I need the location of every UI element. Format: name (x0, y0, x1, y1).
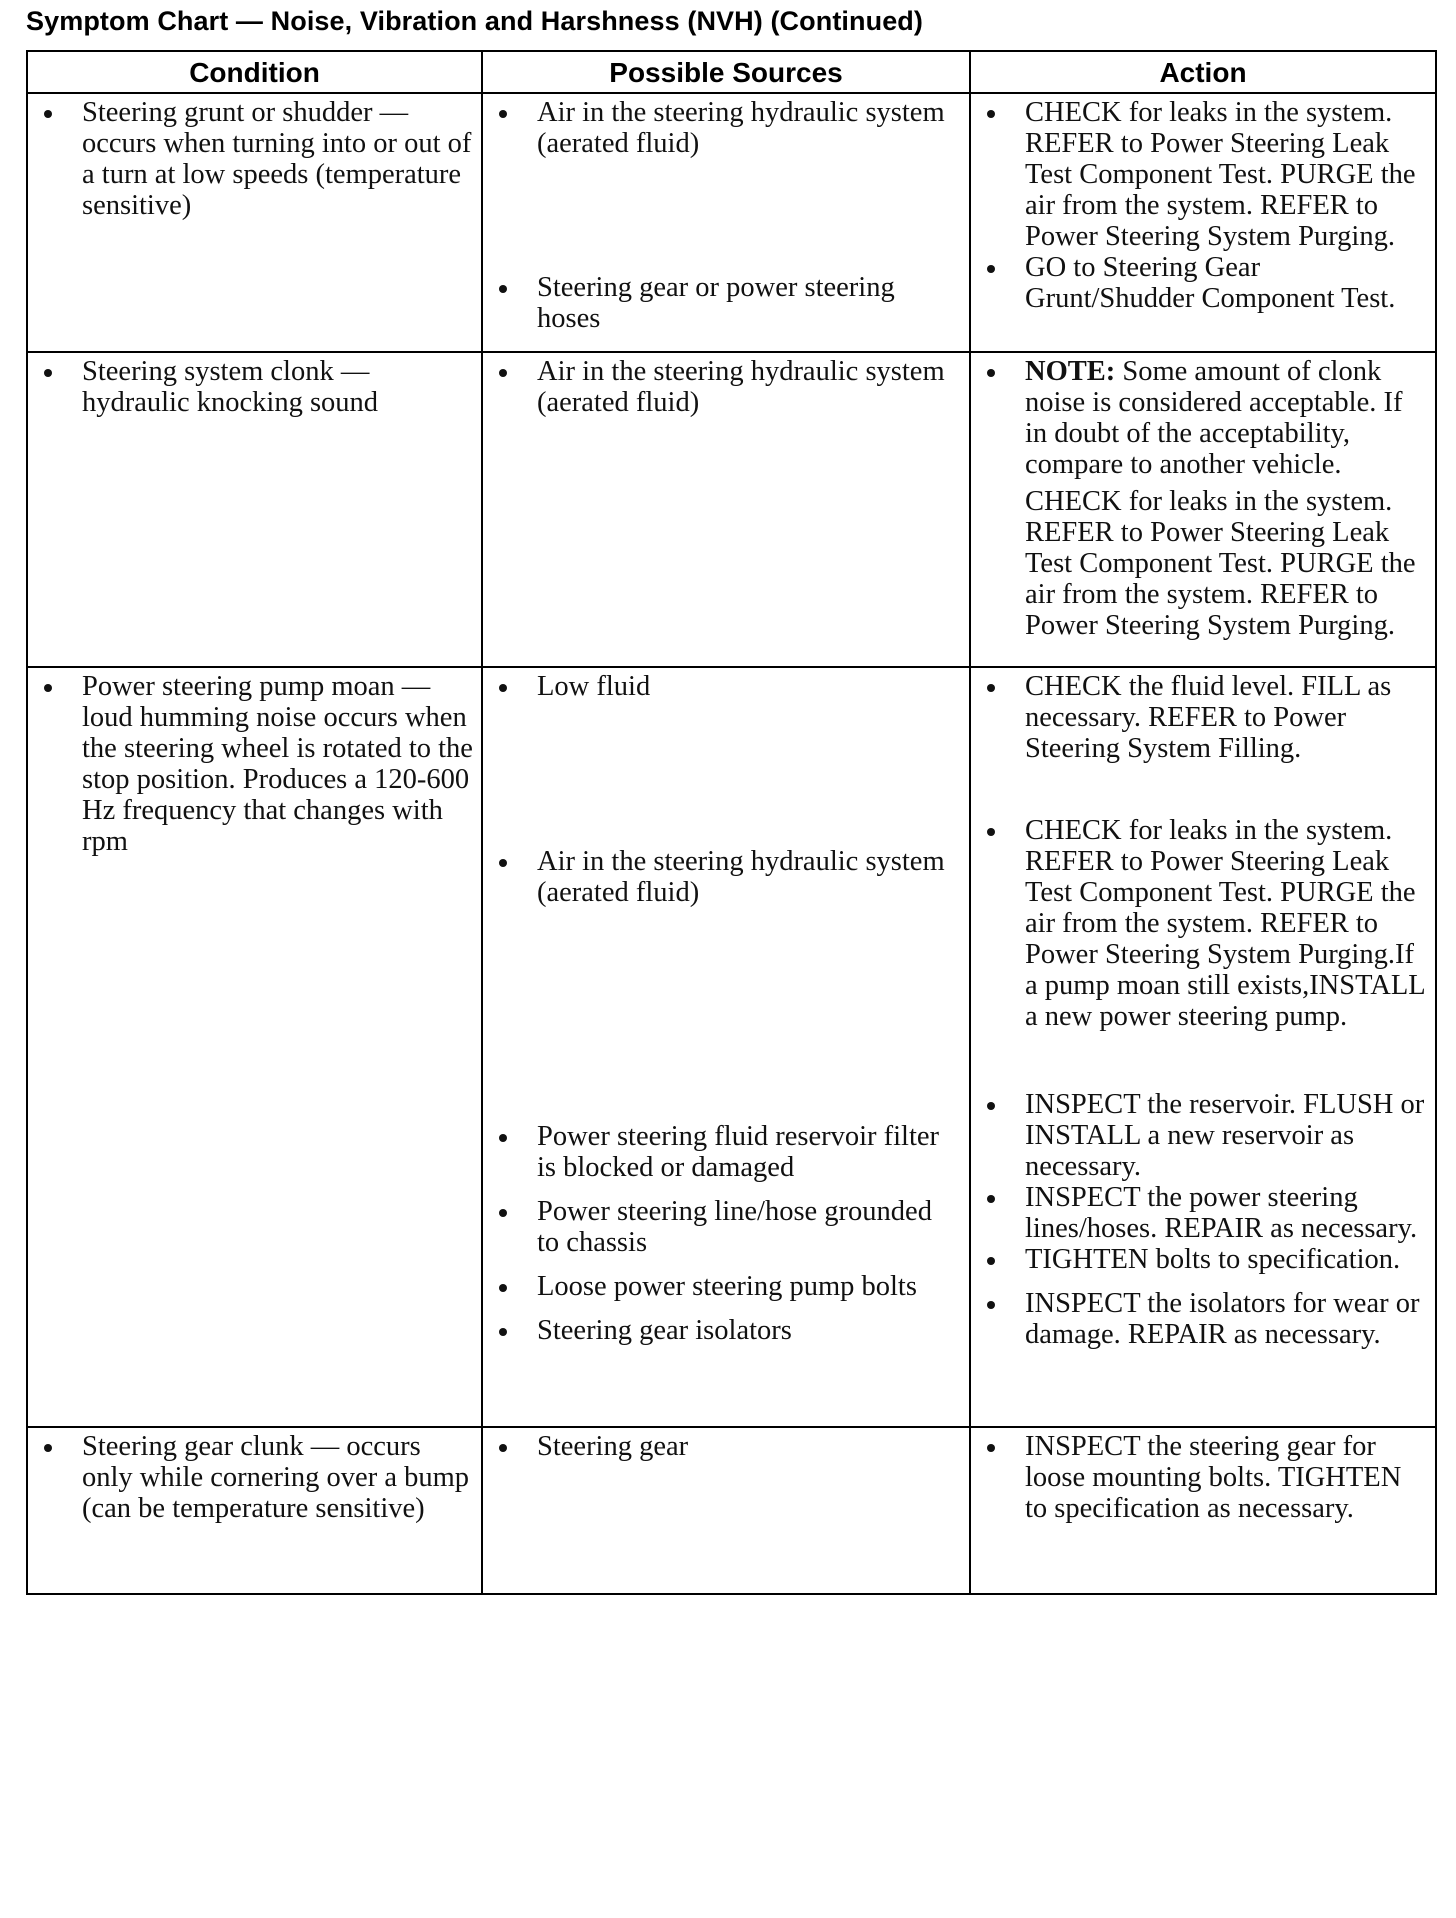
column-header-possible-sources: Possible Sources (482, 51, 970, 93)
note-label: NOTE: (1025, 356, 1116, 387)
bullet-icon (44, 684, 52, 692)
action-item (983, 1431, 1427, 1524)
action-item (983, 97, 1427, 252)
action-text: CHECK for leaks in the system. REFER to Power Steering Leak Test Component Test. PURGE the air from the system. REFER to Power Steering System Purging.If a pump moan still exists,INSTALL a new power steering pump. (1025, 815, 1425, 1032)
symptom-chart-table (26, 50, 1437, 1595)
source-text: Steering gear or power steering hoses (537, 272, 895, 334)
bullet-icon (987, 1444, 995, 1452)
action-text: CHECK for leaks in the system. REFER to Power Steering Leak Test Component Test. PURGE the air from the system. REFER to Power Steering System Purging. (1025, 486, 1416, 641)
note-text: Some amount of clonk noise is considered acceptable. If in doubt of the acceptability, compare to another vehicle. (1025, 356, 1403, 480)
source-item (495, 846, 961, 908)
condition-cell (27, 1427, 482, 1594)
bullet-icon (987, 1257, 995, 1265)
source-item (495, 1271, 961, 1302)
action-item (983, 1089, 1427, 1182)
action-text: CHECK the fluid level. FILL as necessary. REFER to Power Steering System Filling. (1025, 671, 1392, 764)
source-item (495, 1431, 961, 1462)
sources-cell (482, 352, 970, 667)
source-text: Low fluid (537, 671, 651, 702)
action-cell (970, 667, 1436, 1427)
condition-item (40, 1431, 473, 1524)
action-cell (970, 1427, 1436, 1594)
source-text: Air in the steering hydraulic system (aerated fluid) (537, 846, 945, 908)
bullet-icon (499, 1444, 507, 1452)
source-item (495, 97, 961, 159)
bullet-icon (987, 828, 995, 836)
table-row (27, 352, 1436, 667)
bullet-icon (987, 684, 995, 692)
table-header-row (27, 51, 1436, 93)
condition-cell (27, 93, 482, 352)
condition-text: Power steering pump moan — loud humming noise occurs when the steering wheel is rotated to the stop position. Produces a 120-600 Hz frequency that changes with rpm (82, 671, 473, 857)
action-item (983, 1244, 1427, 1275)
bullet-icon (987, 1195, 995, 1203)
action-item (983, 252, 1427, 314)
bullet-icon (987, 369, 995, 377)
source-text: Air in the steering hydraulic system (aerated fluid) (537, 97, 945, 159)
sources-cell (482, 667, 970, 1427)
bullet-icon (44, 1444, 52, 1452)
action-text: CHECK for leaks in the system. REFER to Power Steering Leak Test Component Test. PURGE the air from the system. REFER to Power Steering System Purging. (1025, 97, 1416, 252)
source-item (495, 671, 961, 702)
bullet-icon (499, 684, 507, 692)
bullet-icon (499, 285, 507, 293)
condition-cell (27, 352, 482, 667)
source-item (495, 1121, 961, 1183)
bullet-icon (987, 1301, 995, 1309)
bullet-icon (499, 1134, 507, 1142)
action-item (983, 1182, 1427, 1244)
column-header-action: Action (970, 51, 1436, 93)
condition-text: Steering system clonk — hydraulic knocking sound (82, 356, 379, 418)
action-text: INSPECT the power steering lines/hoses. REPAIR as necessary. (1025, 1182, 1418, 1244)
source-text: Air in the steering hydraulic system (aerated fluid) (537, 356, 945, 418)
condition-item (40, 356, 473, 418)
bullet-icon (987, 1102, 995, 1110)
source-text: Power steering fluid reservoir filter is blocked or damaged (537, 1121, 940, 1183)
bullet-icon (987, 110, 995, 118)
sources-cell (482, 1427, 970, 1594)
bullet-icon (44, 369, 52, 377)
action-text: TIGHTEN bolts to specification. (1025, 1244, 1401, 1275)
action-text: GO to Steering Gear Grunt/Shudder Component Test. (1025, 252, 1396, 314)
condition-cell (27, 667, 482, 1427)
action-text: INSPECT the isolators for wear or damage. REPAIR as necessary. (1025, 1288, 1420, 1350)
source-item (495, 272, 961, 334)
source-text: Steering gear (537, 1431, 689, 1462)
source-item (495, 356, 961, 418)
bullet-icon (499, 859, 507, 867)
action-item (983, 671, 1427, 764)
table-row (27, 667, 1436, 1427)
condition-item (40, 97, 473, 221)
note-item (983, 356, 1427, 480)
bullet-icon (499, 110, 507, 118)
sources-cell (482, 93, 970, 352)
bullet-icon (44, 110, 52, 118)
source-text: Power steering line/hose grounded to chassis (537, 1196, 932, 1258)
condition-text: Steering gear clunk — occurs only while cornering over a bump (can be temperature sensitive) (82, 1431, 470, 1524)
column-header-condition: Condition (27, 51, 482, 93)
page-title: Symptom Chart — Noise, Vibration and Harshness (NVH) (Continued) (26, 6, 923, 36)
table-row (27, 93, 1436, 352)
action-item (983, 1288, 1427, 1350)
action-text: INSPECT the reservoir. FLUSH or INSTALL a new reservoir as necessary. (1025, 1089, 1425, 1182)
bullet-icon (987, 265, 995, 273)
source-text: Loose power steering pump bolts (537, 1271, 917, 1302)
action-item (983, 486, 1427, 641)
bullet-icon (499, 1209, 507, 1217)
action-cell (970, 352, 1436, 667)
action-item (983, 815, 1427, 1032)
action-text: INSPECT the steering gear for loose mounting bolts. TIGHTEN to specification as necessary. (1025, 1431, 1402, 1524)
bullet-icon (499, 1284, 507, 1292)
condition-item (40, 671, 473, 857)
source-item (495, 1196, 961, 1258)
condition-text: Steering grunt or shudder — occurs when turning into or out of a turn at low speeds (temperature sensitive) (82, 97, 472, 221)
source-text: Steering gear isolators (537, 1315, 792, 1346)
bullet-icon (499, 369, 507, 377)
source-item (495, 1315, 961, 1346)
action-cell (970, 93, 1436, 352)
table-row (27, 1427, 1436, 1594)
bullet-icon (499, 1328, 507, 1336)
